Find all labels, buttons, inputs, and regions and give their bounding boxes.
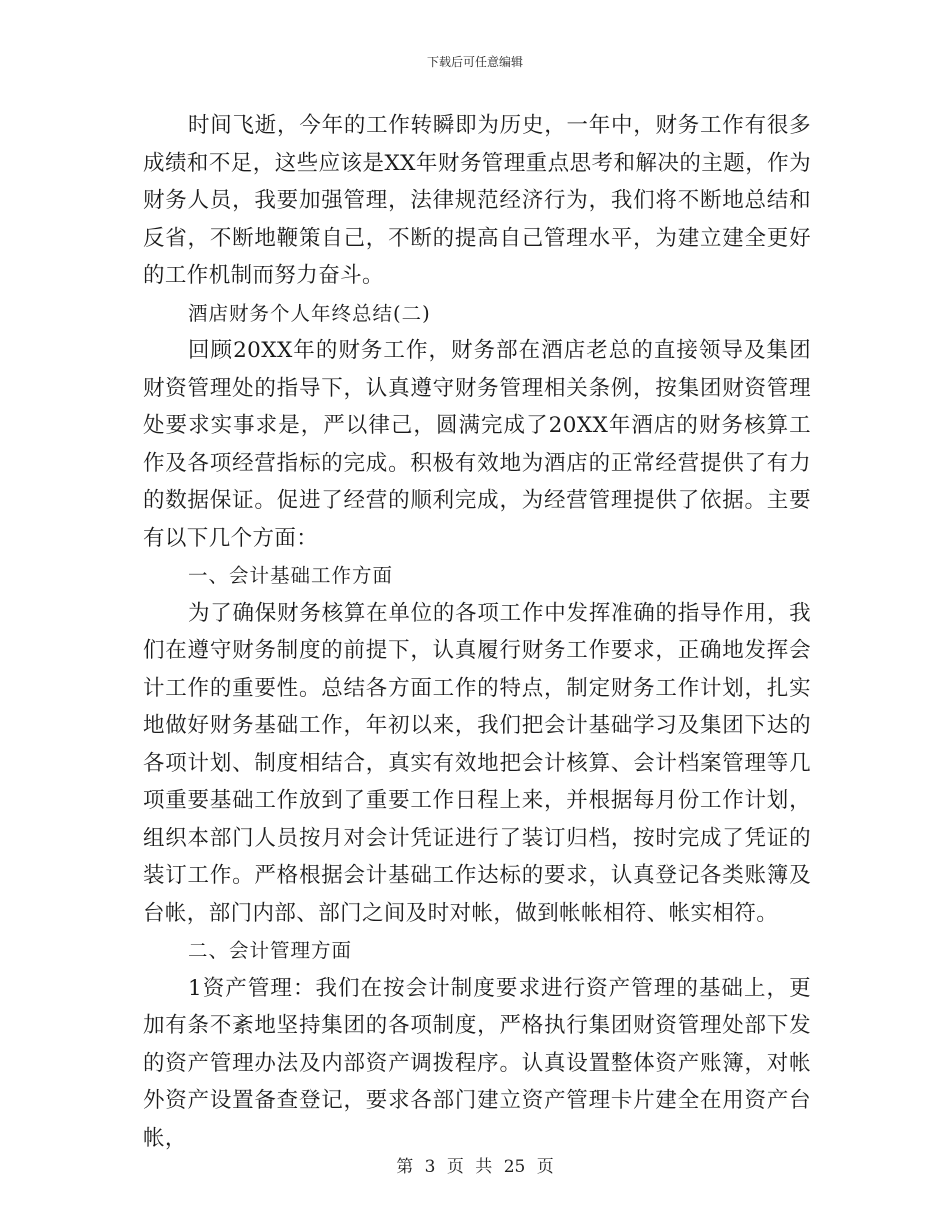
page-number: 第 3 页 共 25 页 [396, 1157, 554, 1177]
paragraph-intro: 时间飞逝，今年的工作转瞬即为历史，一年中，财务工作有很多成绩和不足，这些应该是XX年财务管理重点思考和解决的主题，作为财务人员，我要加强管理，法律规范经济行为，我们将不断地总结和反省，不断地鞭策自己，不断的提高自己管理水平，为建立建全更好的工作机制而努力奋斗。 [143, 113, 811, 288]
document-body [143, 107, 811, 1157]
heading-accounting-management: 二、会计管理方面 [188, 939, 353, 962]
section-title: 酒店财务个人年终总结(二) [188, 301, 431, 325]
paragraph-accounting-basics: 为了确保财务核算在单位的各项工作中发挥准确的指导作用，我们在遵守财务制度的前提下，认真履行财务工作要求，正确地发挥会计工作的重要性。总结各方面工作的特点，制定财务工作计划，扎实地做好财务基础工作，年初以来，我们把会计基础学习及集团下达的各项计划、制度相结合，真实有效地把会计核算、会计档案管理等几项重要基础工作放到了重要工作日程上来，并根据每月份工作计划，组织本部门人员按月对会计凭证进行了装订归档，按时完成了凭证的装订工作。严格根据会计基础工作达标的要求，认真登记各类账簿及台帐，部门内部、部门之间及时对帐，做到帐帐相符、帐实相符。 [143, 600, 811, 926]
page-header: 下载后可任意编辑 [426, 55, 523, 69]
heading-accounting-basics: 一、会计基础工作方面 [188, 564, 394, 587]
paragraph-asset-management: 1资产管理：我们在按会计制度要求进行资产管理的基础上，更加有条不紊地坚持集团的各项制度，严格执行集团财资管理处部下发的资产管理办法及内部资产调拨程序。认真设置整体资产账簿，对帐外资产设置备查登记，要求各部门建立资产管理卡片建全在用资产台帐， [143, 975, 811, 1151]
paragraph-review: 回顾20XX年的财务工作，财务部在酒店老总的直接领导及集团财资管理处的指导下，认真遵守财务管理相关条例，按集团财资管理处要求实事求是，严以律己，圆满完成了20XX年酒店的财务核算工作及各项经营指标的完成。积极有效地为酒店的正常经营提供了有力的数据保证。促进了经营的顺利完成，为经营管理提供了依据。主要有以下几个方面： [143, 338, 811, 551]
